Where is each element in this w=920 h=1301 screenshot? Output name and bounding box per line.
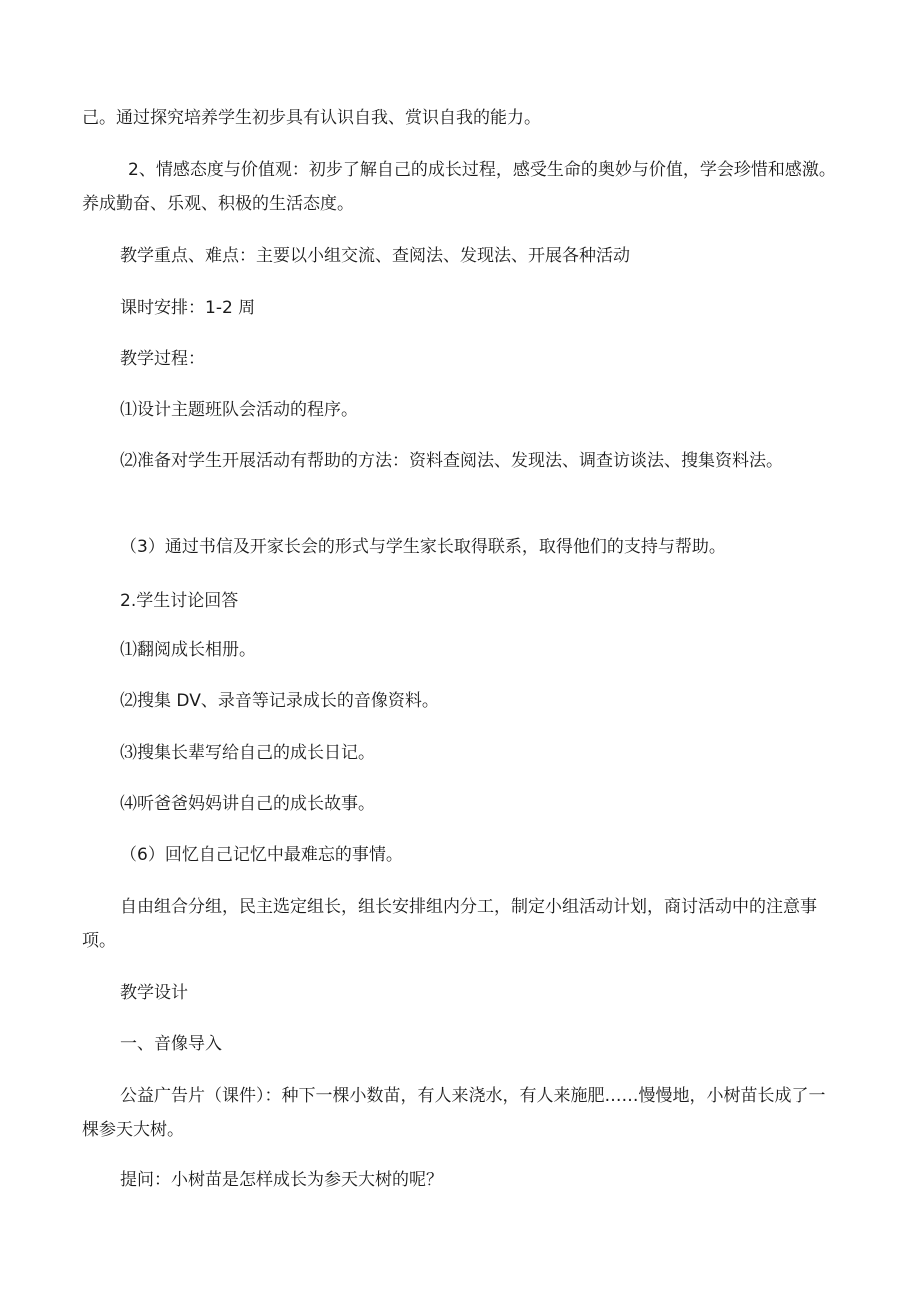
list-item-design-program: ⑴设计主题班队会活动的程序。 bbox=[120, 400, 358, 420]
section-title-intro: 一、音像导入 bbox=[120, 1034, 222, 1054]
paragraph-question: 提问：小树苗是怎样成长为参天大树的呢？ bbox=[120, 1170, 443, 1190]
paragraph-emotion-values: 2、情感态度与价值观：初步了解自己的成长过程，感受生命的奥妙与价值，学会珍惜和感激。养成勤奋、乐观、积极的生活态度。 bbox=[82, 160, 836, 214]
list-item-prepare-methods: ⑵准备对学生开展活动有帮助的方法：资料查阅法、发现法、调查访谈法、搜集资料法。 bbox=[120, 451, 783, 471]
paragraph-discussion-heading: 2.学生讨论回答 bbox=[120, 591, 239, 611]
list-item-memorable: （6）回忆自己记忆中最难忘的事情。 bbox=[120, 845, 403, 865]
list-item-album: ⑴翻阅成长相册。 bbox=[120, 640, 256, 660]
paragraph-schedule: 课时安排：1-2 周 bbox=[120, 298, 256, 318]
section-title-design: 教学设计 bbox=[120, 983, 188, 1003]
paragraph-grouping: 自由组合分组，民主选定组长，组长安排组内分工，制定小组活动计划，商讨活动中的注意事项。 bbox=[82, 897, 817, 951]
paragraph-process-heading: 教学过程： bbox=[120, 349, 205, 369]
list-item-dv-recording: ⑵搜集 DV、录音等记录成长的音像资料。 bbox=[120, 691, 439, 711]
paragraph-key-difficult-points: 教学重点、难点：主要以小组交流、查阅法、发现法、开展各种活动 bbox=[120, 246, 630, 266]
list-item-diary: ⑶搜集长辈写给自己的成长日记。 bbox=[120, 743, 375, 763]
list-item-contact-parents: （3）通过书信及开家长会的形式与学生家长取得联系，取得他们的支持与帮助。 bbox=[120, 537, 726, 557]
list-item-stories: ⑷听爸爸妈妈讲自己的成长故事。 bbox=[120, 794, 375, 814]
paragraph-ad-film: 公益广告片（课件）：种下一棵小数苗，有人来浇水，有人来施肥……慢慢地，小树苗长成了一棵参天大树。 bbox=[82, 1086, 826, 1140]
paragraph-ability-goal: 己。通过探究培养学生初步具有认识自我、赏识自我的能力。 bbox=[82, 108, 541, 128]
